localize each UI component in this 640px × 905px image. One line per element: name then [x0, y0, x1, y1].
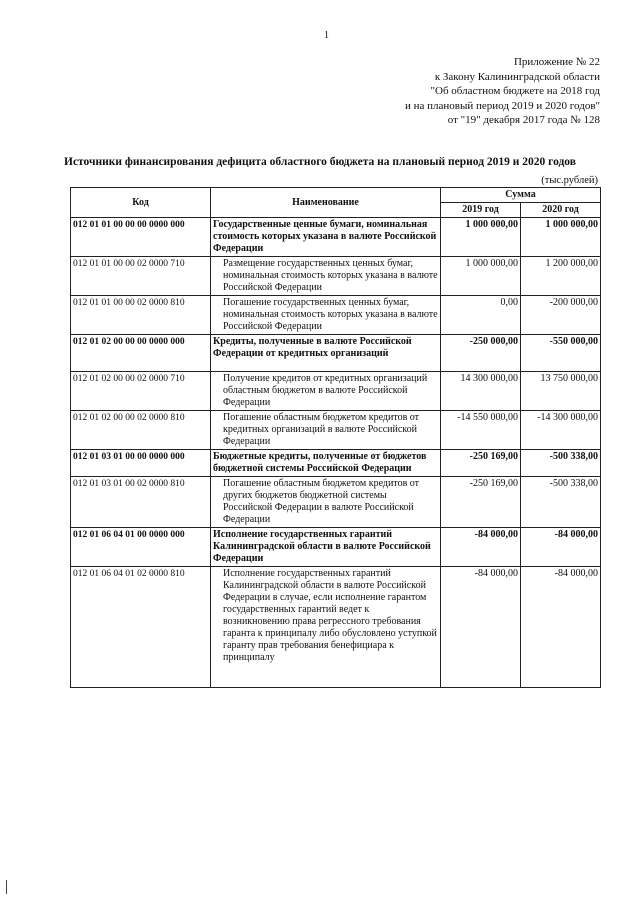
appendix-line: к Закону Калининградской области [434, 70, 600, 83]
row-name: Погашение областным бюджетом кредитов от кредитных организаций в валюте Российской Федерации [211, 411, 441, 450]
page-number: 1 [324, 30, 329, 41]
row-code: 012 01 02 00 00 02 0000 710 [71, 372, 211, 411]
row-value-2019: 14 300 000,00 [441, 372, 521, 411]
table-row [71, 450, 601, 477]
row-value-2019: -250 000,00 [441, 335, 521, 372]
row-code: 012 01 06 04 01 00 0000 000 [71, 528, 211, 567]
header-2020: 2020 год [521, 203, 601, 218]
row-value-2020: 1 000 000,00 [521, 218, 601, 257]
row-value-2020: -200 000,00 [521, 296, 601, 335]
header-code: Код [71, 188, 211, 218]
table-row [71, 257, 601, 296]
appendix-line: Приложение № 22 [513, 56, 600, 68]
header-2019: 2019 год [441, 203, 521, 218]
header-sum: Сумма [441, 188, 601, 203]
table-row [71, 411, 601, 450]
row-code: 012 01 01 00 00 02 0000 810 [71, 296, 211, 335]
scan-edge-mark [6, 880, 7, 894]
row-code: 012 01 03 01 00 00 0000 000 [71, 450, 211, 477]
row-value-2020: -500 338,00 [521, 477, 601, 528]
row-value-2019: -250 169,00 [441, 450, 521, 477]
row-code: 012 01 01 00 00 02 0000 710 [71, 257, 211, 296]
units-label: (тыс.рублей) [541, 175, 598, 186]
row-value-2020: -500 338,00 [521, 450, 601, 477]
table-row [71, 218, 601, 257]
row-value-2020: -84 000,00 [521, 528, 601, 567]
document-title: Источники финансирования дефицита областного бюджета на плановый период 2019 и 2020 годов [64, 156, 576, 168]
row-name: Размещение государственных ценных бумаг, номинальная стоимость которых указана в валюте Российской Федерации [211, 257, 441, 296]
appendix-header [300, 55, 600, 128]
row-value-2019: 0,00 [441, 296, 521, 335]
row-value-2020: -550 000,00 [521, 335, 601, 372]
row-name: Кредиты, полученные в валюте Российской Федерации от кредитных организаций [211, 335, 441, 372]
row-value-2019: 1 000 000,00 [441, 257, 521, 296]
row-value-2019: -14 550 000,00 [441, 411, 521, 450]
table-row [71, 296, 601, 335]
financing-sources-table [70, 187, 601, 688]
appendix-line: и на плановый период 2019 и 2020 годов" [404, 99, 600, 112]
row-value-2020: -84 000,00 [521, 567, 601, 688]
row-name: Государственные ценные бумаги, номинальная стоимость которых указана в валюте Российской Федерации [211, 218, 441, 257]
row-value-2019: 1 000 000,00 [441, 218, 521, 257]
row-code: 012 01 03 01 00 02 0000 810 [71, 477, 211, 528]
row-value-2020: -14 300 000,00 [521, 411, 601, 450]
row-value-2019: -84 000,00 [441, 567, 521, 688]
row-code: 012 01 01 00 00 00 0000 000 [71, 218, 211, 257]
row-name: Исполнение государственных гарантий Калининградской области в валюте Российской Федерации [211, 528, 441, 567]
table-row [71, 528, 601, 567]
row-value-2020: 1 200 000,00 [521, 257, 601, 296]
appendix-line: "Об областном бюджете на 2018 год [430, 85, 600, 97]
row-value-2019: -250 169,00 [441, 477, 521, 528]
row-name: Исполнение государственных гарантий Калининградской области в валюте Российской Федерации в случае, если исполнение гарантом государственных гарантий ведет к возникновению права регрессного требования гаранта к принципалу либо обусловлено уступкой гаранту прав требования бенефициара к принципалу [211, 567, 441, 688]
table-row [71, 567, 601, 688]
row-name: Бюджетные кредиты, полученные от бюджетов бюджетной системы Российской Федерации [211, 450, 441, 477]
row-code: 012 01 02 00 00 02 0000 810 [71, 411, 211, 450]
table-row [71, 335, 601, 372]
row-value-2020: 13 750 000,00 [521, 372, 601, 411]
row-name: Погашение государственных ценных бумаг, номинальная стоимость которых указана в валюте Российской Федерации [211, 296, 441, 335]
row-code: 012 01 06 04 01 02 0000 810 [71, 567, 211, 688]
row-value-2019: -84 000,00 [441, 528, 521, 567]
header-name: Наименование [211, 188, 441, 218]
appendix-line: от "19" декабря 2017 года № 128 [447, 114, 600, 126]
row-name: Получение кредитов от кредитных организаций областным бюджетом в валюте Российской Федерации [211, 372, 441, 411]
table-row [71, 372, 601, 411]
table-row [71, 477, 601, 528]
row-code: 012 01 02 00 00 00 0000 000 [71, 335, 211, 372]
row-name: Погашение областным бюджетом кредитов от других бюджетов бюджетной системы Российской Федерации в валюте Российской Федерации [211, 477, 441, 528]
